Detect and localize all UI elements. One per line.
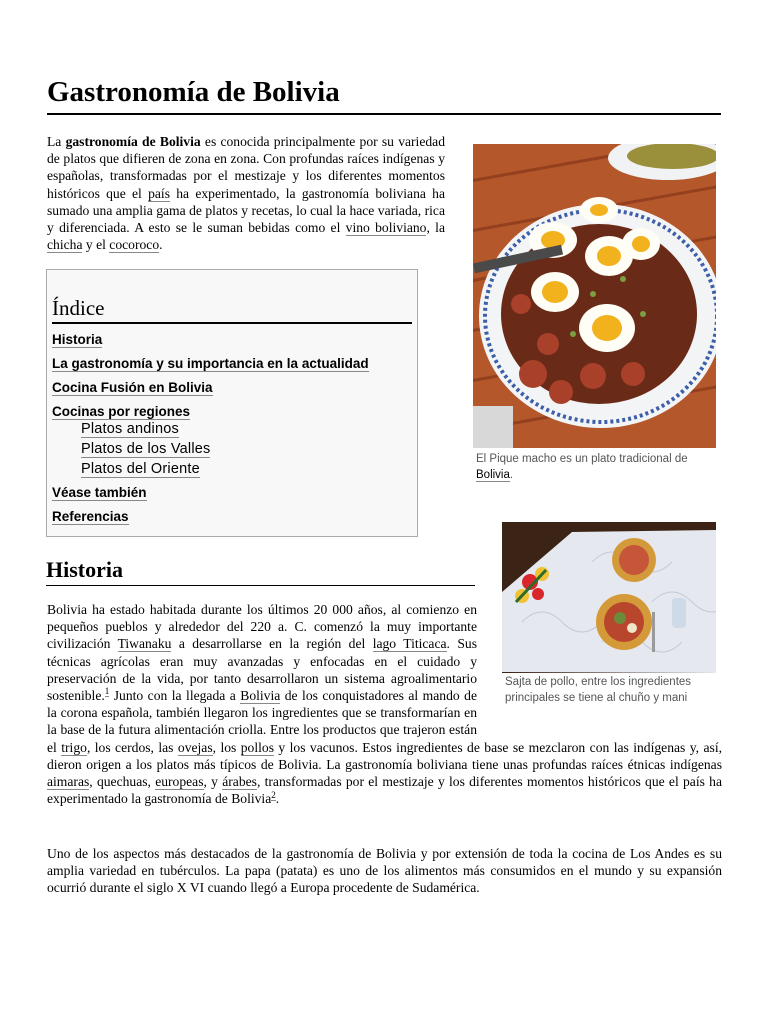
toc-item-cocinas-regiones[interactable]: Cocinas por regiones Platos andinos Platos de los Valles Platos del Oriente xyxy=(52,400,412,479)
toc-item-importancia[interactable]: La gastronomía y su importancia en la actualidad xyxy=(52,356,369,371)
link-europeas[interactable]: europeas xyxy=(155,774,204,790)
link-trigo[interactable]: trigo xyxy=(61,739,87,755)
pique-macho-image[interactable] xyxy=(473,144,716,448)
ref-1[interactable]: 1 xyxy=(104,686,110,697)
toc-item-referencias[interactable]: Referencias xyxy=(52,509,129,524)
link-bolivia-caption[interactable]: Bolivia xyxy=(476,469,510,481)
toc-title: Índice xyxy=(52,294,412,324)
toc-item-historia[interactable]: Historia xyxy=(52,332,103,347)
table-of-contents xyxy=(46,269,418,537)
ref-2[interactable]: 2 xyxy=(271,789,276,800)
toc-item-cocina-fusion[interactable]: Cocina Fusión en Bolivia xyxy=(52,380,213,395)
link-lago-titicaca[interactable]: lago Titicaca xyxy=(372,636,447,652)
section-heading-historia: Historia xyxy=(46,556,475,586)
link-bolivia[interactable]: Bolivia xyxy=(240,688,281,704)
toc-subitem-platos-andinos[interactable]: Platos andinos xyxy=(81,421,179,437)
link-tiwanaku[interactable]: Tiwanaku xyxy=(117,636,172,652)
toc-subitem-platos-valles[interactable]: Platos de los Valles xyxy=(81,441,211,457)
historia-paragraph: Bolivia ha estado habitada durante los últimos 20 000 años, al comienzo en pequeños pueblos y alrededor del 220 a. C. comenzó la muy importante civilización Tiwanaku a desarrollarse en la región del lago Titicaca. Sus técnicas agrícolas eran muy avanzadas y enfocadas en el cuidado y preservación de la vida, por tanto desarrollaron un sistema agroalimentario sostenible.$^1$ Junto con la llegada a Bolivia de los conquistadores al mando de la corona española, también llegaron los ingredientes que se transformarían en la base de la futura alimentación criolla. Entre los productos que trajeron están el trigo, los cerdos, las ovejas, los pollos y los vacunos. Estos ingredientes de base se mezclaron con las indígenas y, así, dieron origen a los platos más típicos de Bolivia. La gastronomía boliviana tiene unas profundas raíces étnicas indígenas aimaras, quechuas, europeas, y árabes, transformadas por el mestizaje y los diferentes momentos históricos que el país ha experimentado la gastronomía de Bolivia$^2$. xyxy=(47,602,722,807)
link-aimaras[interactable]: aimaras xyxy=(47,774,90,790)
page-title: Gastronomía de Bolivia xyxy=(47,76,721,115)
link-arabes[interactable]: árabes xyxy=(222,774,257,790)
intro-paragraph: La gastronomía de Bolivia es conocida principalmente por su variedad de platos que difieren de zona en zona. Con profundas raíces indígenas y españolas, transformadas por el mestizaje y los diferentes momentos históricos que el país ha experimentado, la gastronomía boliviana ha sumado una amplia gama de platos y recetas, lo cual la hace variada, rica y diferenciada. A esto se le suman bebidas como el vino boliviano, la chicha y el cocoroco. xyxy=(47,134,445,253)
pique-macho-caption: El Pique macho es un plato tradicional de Bolivia. xyxy=(476,453,688,481)
link-ovejas[interactable]: ovejas xyxy=(177,739,213,755)
toc-subitem-platos-oriente[interactable]: Platos del Oriente xyxy=(81,461,200,477)
link-cocoroco[interactable]: cocoroco xyxy=(109,237,160,253)
link-pollos[interactable]: pollos xyxy=(240,739,274,755)
sajta-de-pollo-caption: Sajta de pollo, entre los ingredientes principales se tiene al chuño y mani xyxy=(505,676,692,704)
link-pais[interactable]: país xyxy=(148,185,170,201)
link-chicha[interactable]: chicha xyxy=(47,237,83,253)
image-float-spacer xyxy=(477,601,722,737)
link-vino-boliviano[interactable]: vino boliviano xyxy=(345,220,427,236)
toc-item-vease-tambien[interactable]: Véase también xyxy=(52,485,147,500)
tuberculos-paragraph: Uno de los aspectos más destacados de la gastronomía de Bolivia y por extensión de toda la cocina de Los Andes es su amplia variedad en tubérculos. La papa (patata) es uno de los alimentos más consumidos en el mundo y su expansión ocurrió durante el siglo X VI cuando llegó a Europa procedente de Sudamérica. xyxy=(47,846,722,896)
